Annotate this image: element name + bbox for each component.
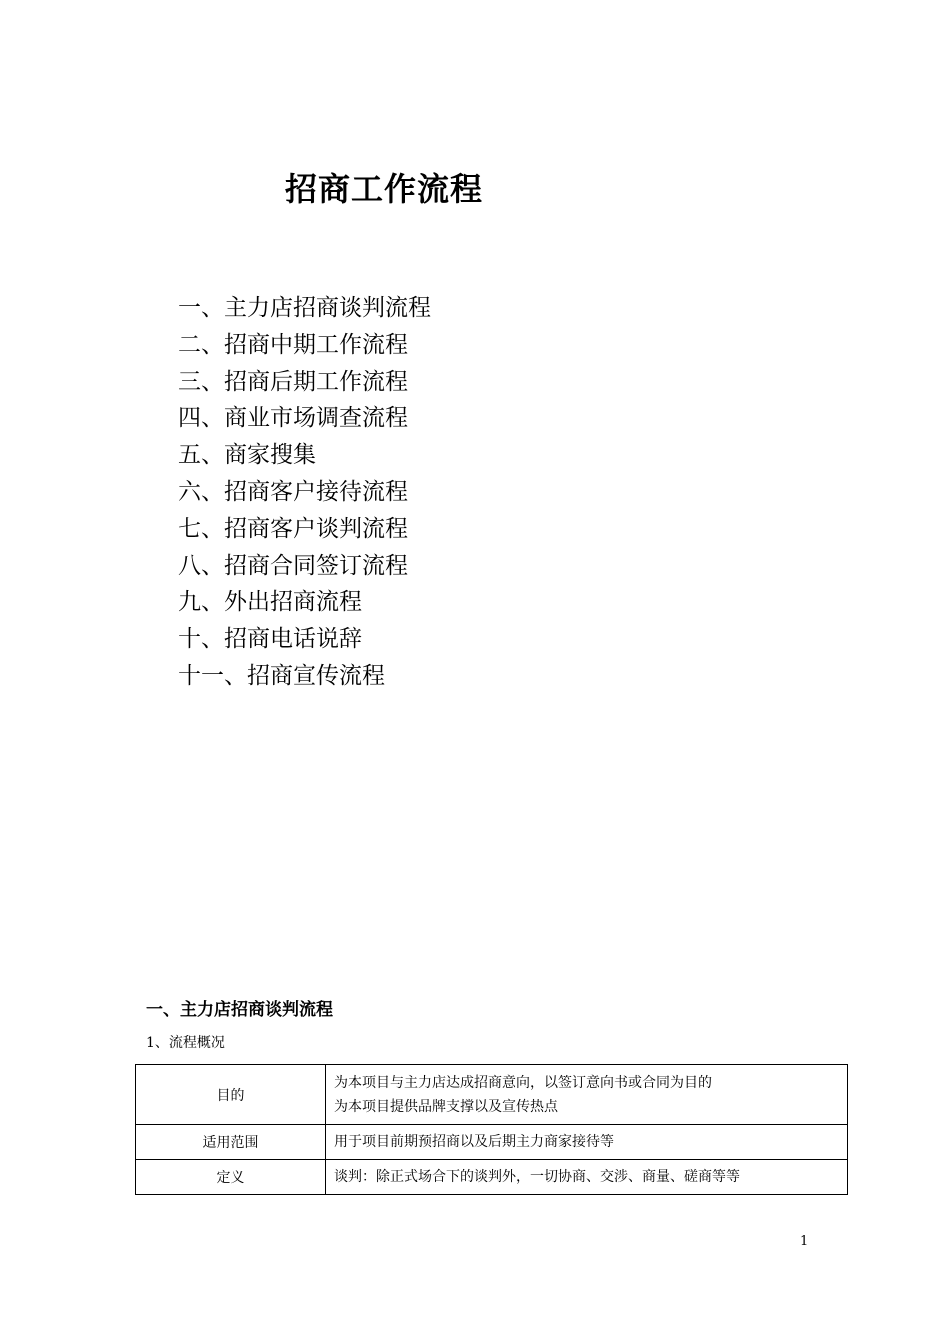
document-title: 招商工作流程 [285,170,484,208]
content-line: 为本项目提供品牌支撑以及宣传热点 [334,1098,558,1115]
table-row [136,1160,848,1195]
toc-item: 五、商家搜集 [178,442,316,469]
toc-item: 七、招商客户谈判流程 [178,515,408,542]
content-line: 谈判：除正式场合下的谈判外，一切协商、交涉、商量、磋商等等 [334,1169,740,1185]
toc-item: 六、招商客户接待流程 [178,478,408,505]
row-content [326,1065,848,1125]
content-line: 用于项目前期预招商以及后期主力商家接待等 [334,1134,614,1150]
row-label: 定义 [136,1160,326,1195]
row-label: 适用范围 [136,1125,326,1160]
table-row [136,1125,848,1160]
table-of-contents [178,290,431,695]
process-overview-table [135,1064,848,1195]
toc-item: 十、招商电话说辞 [178,626,362,653]
table-row [136,1065,848,1125]
row-label: 目的 [136,1065,326,1125]
row-content [326,1160,848,1195]
page-number: 1 [800,1234,809,1249]
toc-item: 三、招商后期工作流程 [178,368,408,395]
row-content [326,1125,848,1160]
toc-item: 八、招商合同签订流程 [178,552,408,579]
section-heading: 一、主力店招商谈判流程 [146,1000,333,1020]
toc-item: 九、外出招商流程 [178,589,362,616]
toc-item: 十一、招商宣传流程 [178,662,385,689]
toc-item: 一、主力店招商谈判流程 [178,295,431,321]
section-subheading: 1、流程概况 [146,1035,225,1051]
content-line: 为本项目与主力店达成招商意向，以签订意向书或合同为目的 [334,1074,712,1091]
toc-item: 四、商业市场调查流程 [178,405,408,432]
toc-item: 二、招商中期工作流程 [178,331,408,358]
